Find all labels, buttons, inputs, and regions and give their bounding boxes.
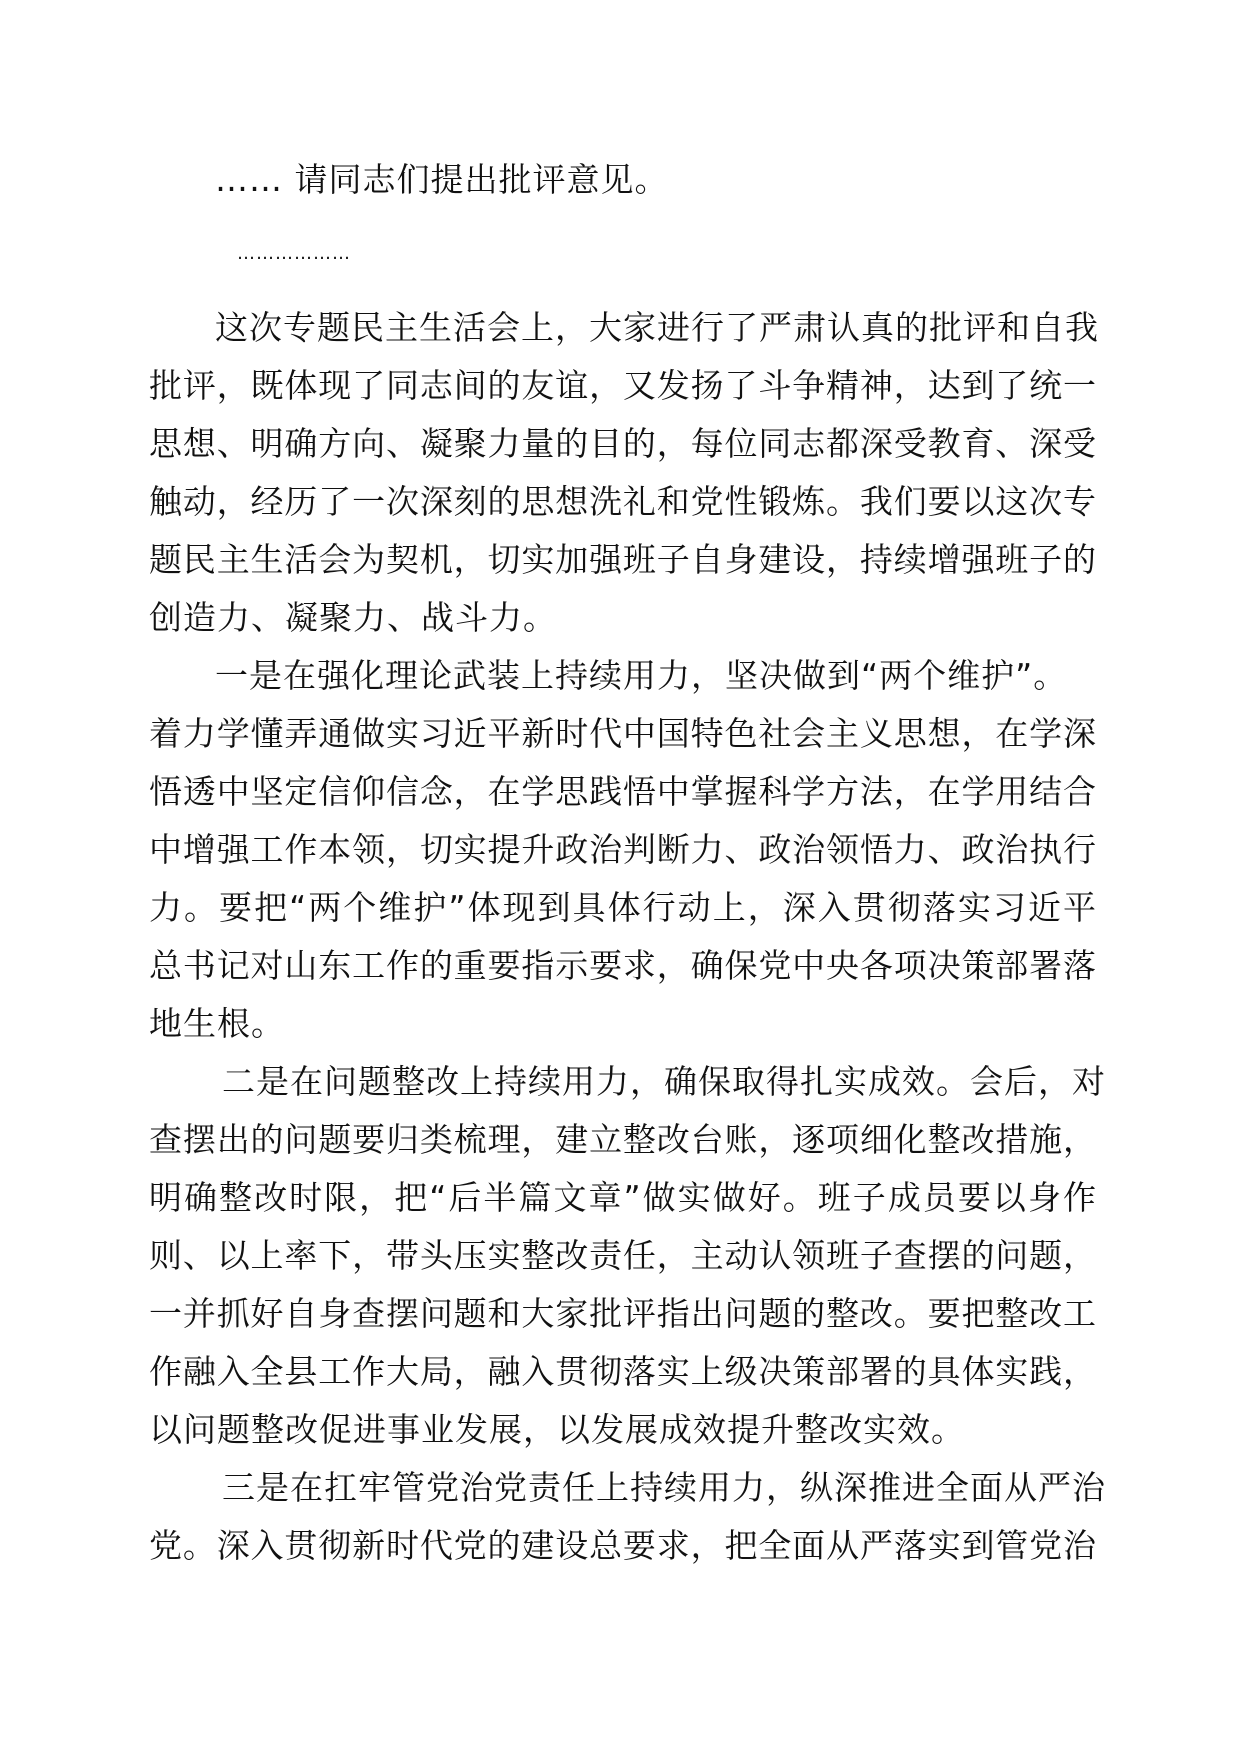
paragraph-3-line-6: 作融入全县工作大局，融入贯彻落实上级决策部署的具体实践， <box>149 1352 1096 1391</box>
paragraph-3-line-7: 以问题整改促进事业发展，以发展成效提升整改实效。 <box>149 1410 965 1449</box>
paragraph-3-line-1: 二是在问题整改上持续用力，确保取得扎实成效。会后，对 <box>222 1062 1106 1101</box>
paragraph-1-line-6: 创造力、凝聚力、战斗力。 <box>149 598 557 637</box>
paragraph-2-line-5: 力。要把“两个维护”体现到具体行动上，深入贯彻落实习近平 <box>149 888 1096 927</box>
ellipsis-line: ……………… <box>237 243 351 264</box>
paragraph-2-line-2: 着力学懂弄通做实习近平新时代中国特色社会主义思想，在学深 <box>149 714 1096 753</box>
paragraph-3-line-4: 则、以上率下，带头压实整改责任，主动认领班子查摆的问题， <box>149 1236 1096 1275</box>
paragraph-3-line-2: 查摆出的问题要归类梳理，建立整改台账，逐项细化整改措施， <box>149 1120 1096 1159</box>
paragraph-2-line-4: 中增强工作本领，切实提升政治判断力、政治领悟力、政治执行 <box>149 830 1096 869</box>
paragraph-1-line-4: 触动，经历了一次深刻的思想洗礼和党性锻炼。我们要以这次专 <box>149 482 1096 521</box>
paragraph-2-line-1: 一是在强化理论武装上持续用力，坚决做到“两个维护”。 <box>215 656 1068 695</box>
paragraph-1-line-1: 这次专题民主生活会上，大家进行了严肃认真的批评和自我 <box>215 308 1099 347</box>
paragraph-1-line-5: 题民主生活会为契机，切实加强班子自身建设，持续增强班子的 <box>149 540 1096 579</box>
paragraph-1-line-2: 批评，既体现了同志间的友谊，又发扬了斗争精神，达到了统一 <box>149 366 1096 405</box>
paragraph-2-line-7: 地生根。 <box>149 1004 285 1043</box>
paragraph-2-line-3: 悟透中坚定信仰信念，在学思践悟中掌握科学方法，在学用结合 <box>149 772 1096 811</box>
paragraph-4-line-2: 党。深入贯彻新时代党的建设总要求，把全面从严落实到管党治 <box>149 1526 1096 1565</box>
paragraph-3-line-5: 一并抓好自身查摆问题和大家批评指出问题的整改。要把整改工 <box>149 1294 1096 1333</box>
paragraph-3-line-3: 明确整改时限，把“后半篇文章”做实做好。班子成员要以身作 <box>149 1178 1096 1217</box>
intro-line: …… 请同志们提出批评意见。 <box>215 160 669 199</box>
paragraph-1-line-3: 思想、明确方向、凝聚力量的目的，每位同志都深受教育、深受 <box>149 424 1096 463</box>
paragraph-4-line-1: 三是在扛牢管党治党责任上持续用力，纵深推进全面从严治 <box>222 1468 1106 1507</box>
paragraph-2-line-6: 总书记对山东工作的重要指示要求，确保党中央各项决策部署落 <box>149 946 1096 985</box>
